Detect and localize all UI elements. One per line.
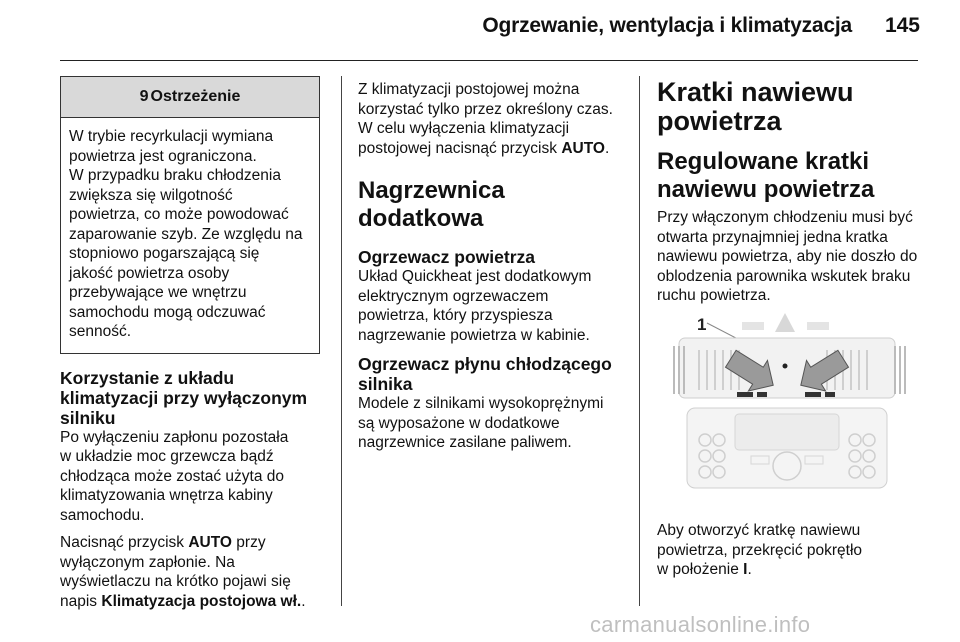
- paragraph-line: Układ Quickheat jest dodatkowym: [358, 268, 592, 285]
- display-message: Klimatyzacja postojowa wł.: [101, 592, 302, 610]
- paragraph-line: Przy włączonym chłodzeniu musi być: [657, 209, 913, 226]
- paragraph-line: [358, 139, 628, 159]
- vent-surround: [679, 338, 895, 398]
- watermark: carmanualsonline.info: [590, 612, 811, 637]
- warning-line: senność.: [69, 323, 132, 340]
- section-heading-line: powietrza: [657, 106, 782, 136]
- text: w położenie: [657, 561, 744, 578]
- column-divider-right: [639, 76, 640, 606]
- left-column: [60, 76, 326, 611]
- paragraph-line: [60, 592, 326, 612]
- middle-column: [358, 80, 628, 453]
- text: przy: [231, 534, 266, 551]
- warning-line: zwiększa się wilgotność: [69, 186, 233, 204]
- text: postojowej nacisnąć przycisk: [358, 139, 562, 157]
- auto-button-ref: AUTO: [188, 534, 232, 551]
- figure-caption: [657, 521, 925, 580]
- section-engine-off: [60, 368, 326, 612]
- caption-line: powietrza, przekręcić pokrętło: [657, 541, 863, 559]
- vent-thumbwheel: [757, 392, 767, 397]
- vent-thumbwheel: [737, 392, 753, 397]
- vent-thumbwheel: [805, 392, 821, 397]
- paragraph-line: nagrzewnice zasilane paliwem.: [358, 434, 572, 451]
- subsection-heading: Ogrzewacz powietrza: [358, 247, 535, 267]
- air-vent-illustration: [657, 310, 919, 508]
- paragraph-line: nagrzewanie powietrza w kabinie.: [358, 326, 590, 344]
- position-ref: I: [743, 561, 748, 578]
- warning-line: jakość powietrza osoby: [69, 264, 230, 282]
- air-vent-diagram: [657, 310, 919, 508]
- paragraph-line: [60, 533, 326, 553]
- subsection-heading-line: Regulowane kratki: [657, 148, 870, 175]
- subsection-heading-line: Ogrzewacz płynu chłodzącego: [358, 354, 612, 374]
- warning-line: W trybie recyrkulacji wymiana: [69, 128, 274, 145]
- warning-line: przebywające we wnętrzu: [69, 284, 247, 301]
- hazard-triangle-icon: [775, 313, 795, 332]
- warning-line: W przypadku braku chłodzenia: [69, 167, 281, 184]
- paragraph-line: korzystać tylko przez określony czas.: [358, 100, 613, 118]
- section-heading-line: Kratki nawiewu: [657, 77, 854, 107]
- section-heading-line: silniku: [60, 407, 116, 428]
- paragraph-line: powietrza, który przyspiesza: [358, 307, 553, 324]
- warning-triangle-icon: 9: [139, 88, 149, 105]
- subsection-heading-line: silnika: [358, 374, 413, 394]
- header-rule: [60, 60, 918, 61]
- paragraph-line: są wyposażone w dodatkowe: [358, 414, 560, 432]
- paragraph-line: Modele z silnikami wysokoprężnymi: [358, 395, 604, 412]
- right-column: [657, 78, 925, 306]
- vent-knob-dot: [783, 364, 788, 369]
- page-header-title: Ogrzewanie, wentylacja i klimatyzacja: [482, 14, 852, 37]
- dash-button-shape: [742, 322, 764, 330]
- paragraph-line: Z klimatyzacji postojowej można: [358, 81, 580, 98]
- paragraph-line: w układzie moc grzewcza bądź: [60, 448, 274, 465]
- side-vent-right: [895, 346, 905, 394]
- caption-line: [657, 560, 925, 580]
- column-divider-left: [341, 76, 342, 606]
- figure-callout-label: 1: [697, 315, 707, 334]
- warning-header: [61, 77, 319, 118]
- paragraph-line: chłodząca może zostać użyta do: [60, 467, 285, 485]
- warning-body: [61, 118, 319, 353]
- radio-display: [735, 414, 839, 450]
- warning-title: Ostrzeżenie: [150, 88, 241, 105]
- paragraph-line: otwarta przynajmniej jedna kratka: [657, 228, 888, 246]
- warning-line: powietrza, co może powodować: [69, 206, 289, 223]
- subsection-heading-line: nawiewu powietrza: [657, 176, 875, 203]
- warning-box: [60, 76, 320, 354]
- paragraph-line: wyświetlaczu na krótko pojawi się: [60, 573, 291, 590]
- warning-line: samochodu mogą odczuwać: [69, 303, 266, 321]
- paragraph-line: ruchu powietrza.: [657, 287, 771, 304]
- text: napis: [60, 592, 102, 610]
- text: .: [604, 139, 610, 157]
- warning-line: powietrza jest ograniczona.: [69, 147, 257, 165]
- text: .: [747, 561, 752, 578]
- section-heading-line: klimatyzacji przy wyłączonym: [60, 387, 308, 408]
- text: .: [301, 592, 306, 610]
- paragraph-line: W celu wyłączenia klimatyzacji: [358, 120, 570, 137]
- page-number: 145: [884, 14, 920, 37]
- section-heading: Nagrzewnica dodatkowa: [358, 177, 505, 232]
- paragraph-line: wyłączonym zapłonie. Na: [60, 553, 235, 571]
- dash-button-shape: [807, 322, 829, 330]
- paragraph-line: elektrycznym ogrzewaczem: [358, 287, 549, 305]
- vent-thumbwheel: [825, 392, 835, 397]
- caption-line: Aby otworzyć kratkę nawiewu: [657, 522, 861, 539]
- paragraph-line: nawiewu powietrza, aby nie doszło do: [657, 248, 918, 265]
- paragraph-line: Po wyłączeniu zapłonu pozostała: [60, 428, 289, 446]
- paragraph-line: klimatyzowania wnętrza kabiny: [60, 487, 273, 504]
- text: Nacisnąć przycisk: [60, 534, 189, 551]
- paragraph-line: samochodu.: [60, 506, 145, 524]
- warning-line: zaparowanie szyb. Ze względu na: [69, 225, 303, 243]
- auto-button-ref: AUTO: [561, 139, 605, 157]
- warning-line: stopniowo pogarszającą się: [69, 245, 260, 262]
- paragraph-line: oblodzenia parownika wskutek braku: [657, 267, 911, 285]
- section-heading-line: Korzystanie z układu: [60, 367, 235, 388]
